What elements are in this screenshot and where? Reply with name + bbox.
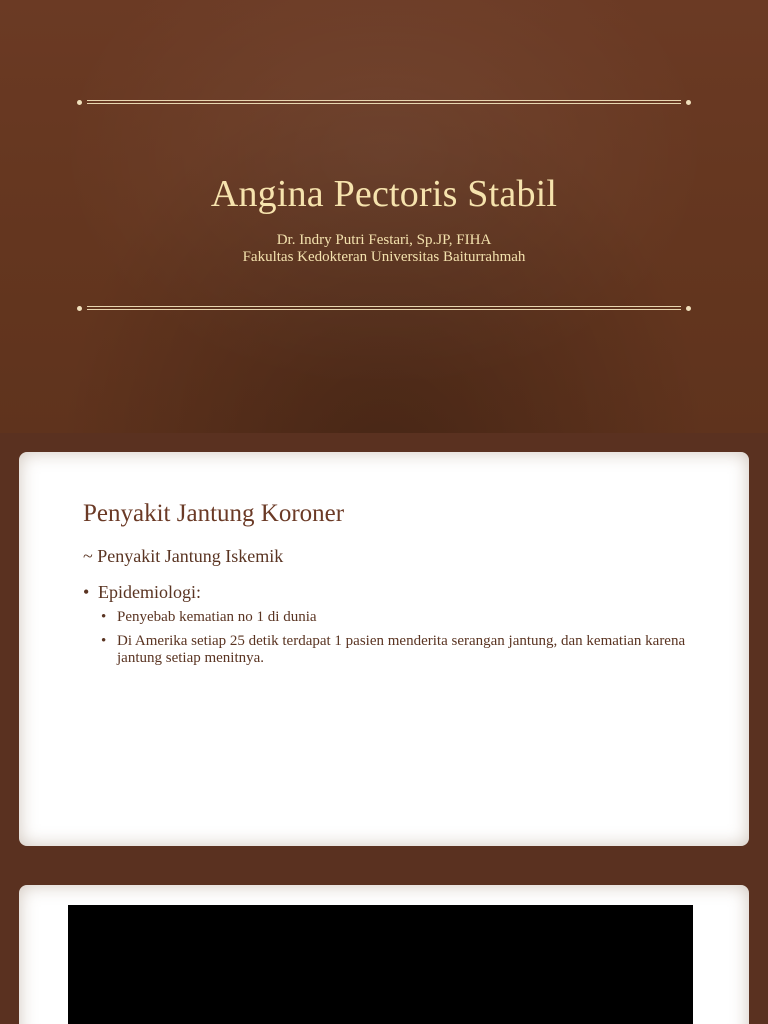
black-image-panel — [68, 905, 693, 1024]
content-slide — [19, 452, 749, 846]
rule-line — [87, 309, 681, 310]
next-slide — [19, 885, 749, 1024]
bullet-icon: • — [101, 609, 107, 625]
sub-bullet-text: Di Amerika setiap 25 detik terdapat 1 pasien menderita serangan jantung, dan kematian karena jantung setiap menitnya. — [117, 633, 686, 666]
author-line: Dr. Indry Putri Festari, Sp.JP, FIHA — [276, 232, 492, 248]
title-slide — [0, 0, 768, 433]
rule-dot-icon — [77, 306, 82, 311]
decorative-rule-top — [79, 99, 689, 105]
sub-bullet-text: Penyebab kematian no 1 di dunia — [117, 609, 317, 625]
rule-dot-icon — [686, 306, 691, 311]
decorative-rule-bottom — [79, 305, 689, 311]
rule-dot-icon — [686, 100, 691, 105]
bullet-text: Epidemiologi: — [98, 582, 201, 602]
slide-subtitle — [0, 232, 768, 266]
sub-bullet-item — [101, 633, 691, 667]
rule-line — [87, 100, 681, 101]
content-subheading: ~ Penyakit Jantung Iskemik — [83, 546, 284, 566]
bullet-icon: • — [101, 633, 107, 649]
rule-line — [87, 306, 681, 307]
slide-title: Angina Pectoris Stabil — [210, 173, 558, 215]
sub-bullet-item — [101, 609, 691, 626]
bullet-epidemiologi — [83, 582, 201, 603]
bullet-icon: • — [83, 582, 90, 602]
rule-dot-icon — [77, 100, 82, 105]
rule-line — [87, 103, 681, 104]
content-heading: Penyakit Jantung Koroner — [83, 500, 345, 527]
affiliation-line: Fakultas Kedokteran Universitas Baiturrahmah — [242, 249, 526, 265]
